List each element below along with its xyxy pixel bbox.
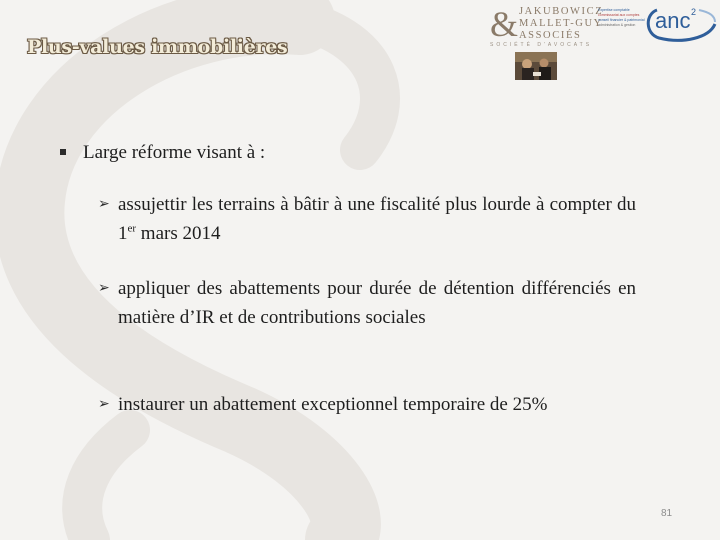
anc-text: anc [655, 8, 691, 33]
main-bullet-text: Large réforme visant à : [83, 142, 266, 163]
firm-logo [490, 4, 604, 50]
main-bullet [60, 140, 265, 166]
sub-bullet-1-text-end: mars 2014 [136, 223, 221, 244]
sub-bullet-2-text: appliquer des abattements pour durée de détention différenciés en matière d’IR et de contributions sociales [118, 278, 636, 328]
slide-title: Plus-values immobilières [27, 36, 288, 58]
firm-name-line1: JAKUBOWICZ [519, 6, 604, 17]
firm-tagline: SOCIÉTÉ D'AVOCATS [490, 42, 593, 48]
sub-bullet-2 [100, 274, 636, 332]
square-bullet-icon [60, 149, 66, 155]
photo-thumbnail [515, 52, 557, 80]
sub-bullet-1-text-main: assujettir les terrains à bâtir à une fiscalité plus lourde à compter du 1 [118, 194, 636, 244]
arrow-bullet-icon: ➢ [98, 396, 110, 412]
expert-line-4: administration & gestion [598, 23, 636, 27]
sub-bullet-1 [100, 190, 636, 248]
page-number: 81 [661, 508, 673, 519]
arrow-bullet-icon: ➢ [98, 196, 110, 212]
anc-superscript: 2 [691, 7, 697, 17]
firm-ampersand: & [490, 4, 519, 44]
sub-bullet-1-text [118, 190, 636, 248]
expert-line-3: conseil financier & patrimonial [598, 18, 645, 22]
sub-bullet-1-superscript: er [127, 222, 137, 235]
expert-logo [598, 8, 644, 38]
anc-logo [643, 4, 719, 42]
firm-name-line2: MALLET-GUY [519, 18, 603, 29]
sub-bullet-3 [100, 390, 636, 419]
arrow-bullet-icon: ➢ [98, 280, 110, 296]
expert-line-2: commissariat aux comptes [598, 13, 640, 17]
expert-line-1: Expertise comptable [598, 8, 630, 12]
sub-bullet-3-text: instaurer un abattement exceptionnel temporaire de 25% [118, 394, 548, 415]
firm-name-line3: ASSOCIÉS [519, 30, 582, 41]
